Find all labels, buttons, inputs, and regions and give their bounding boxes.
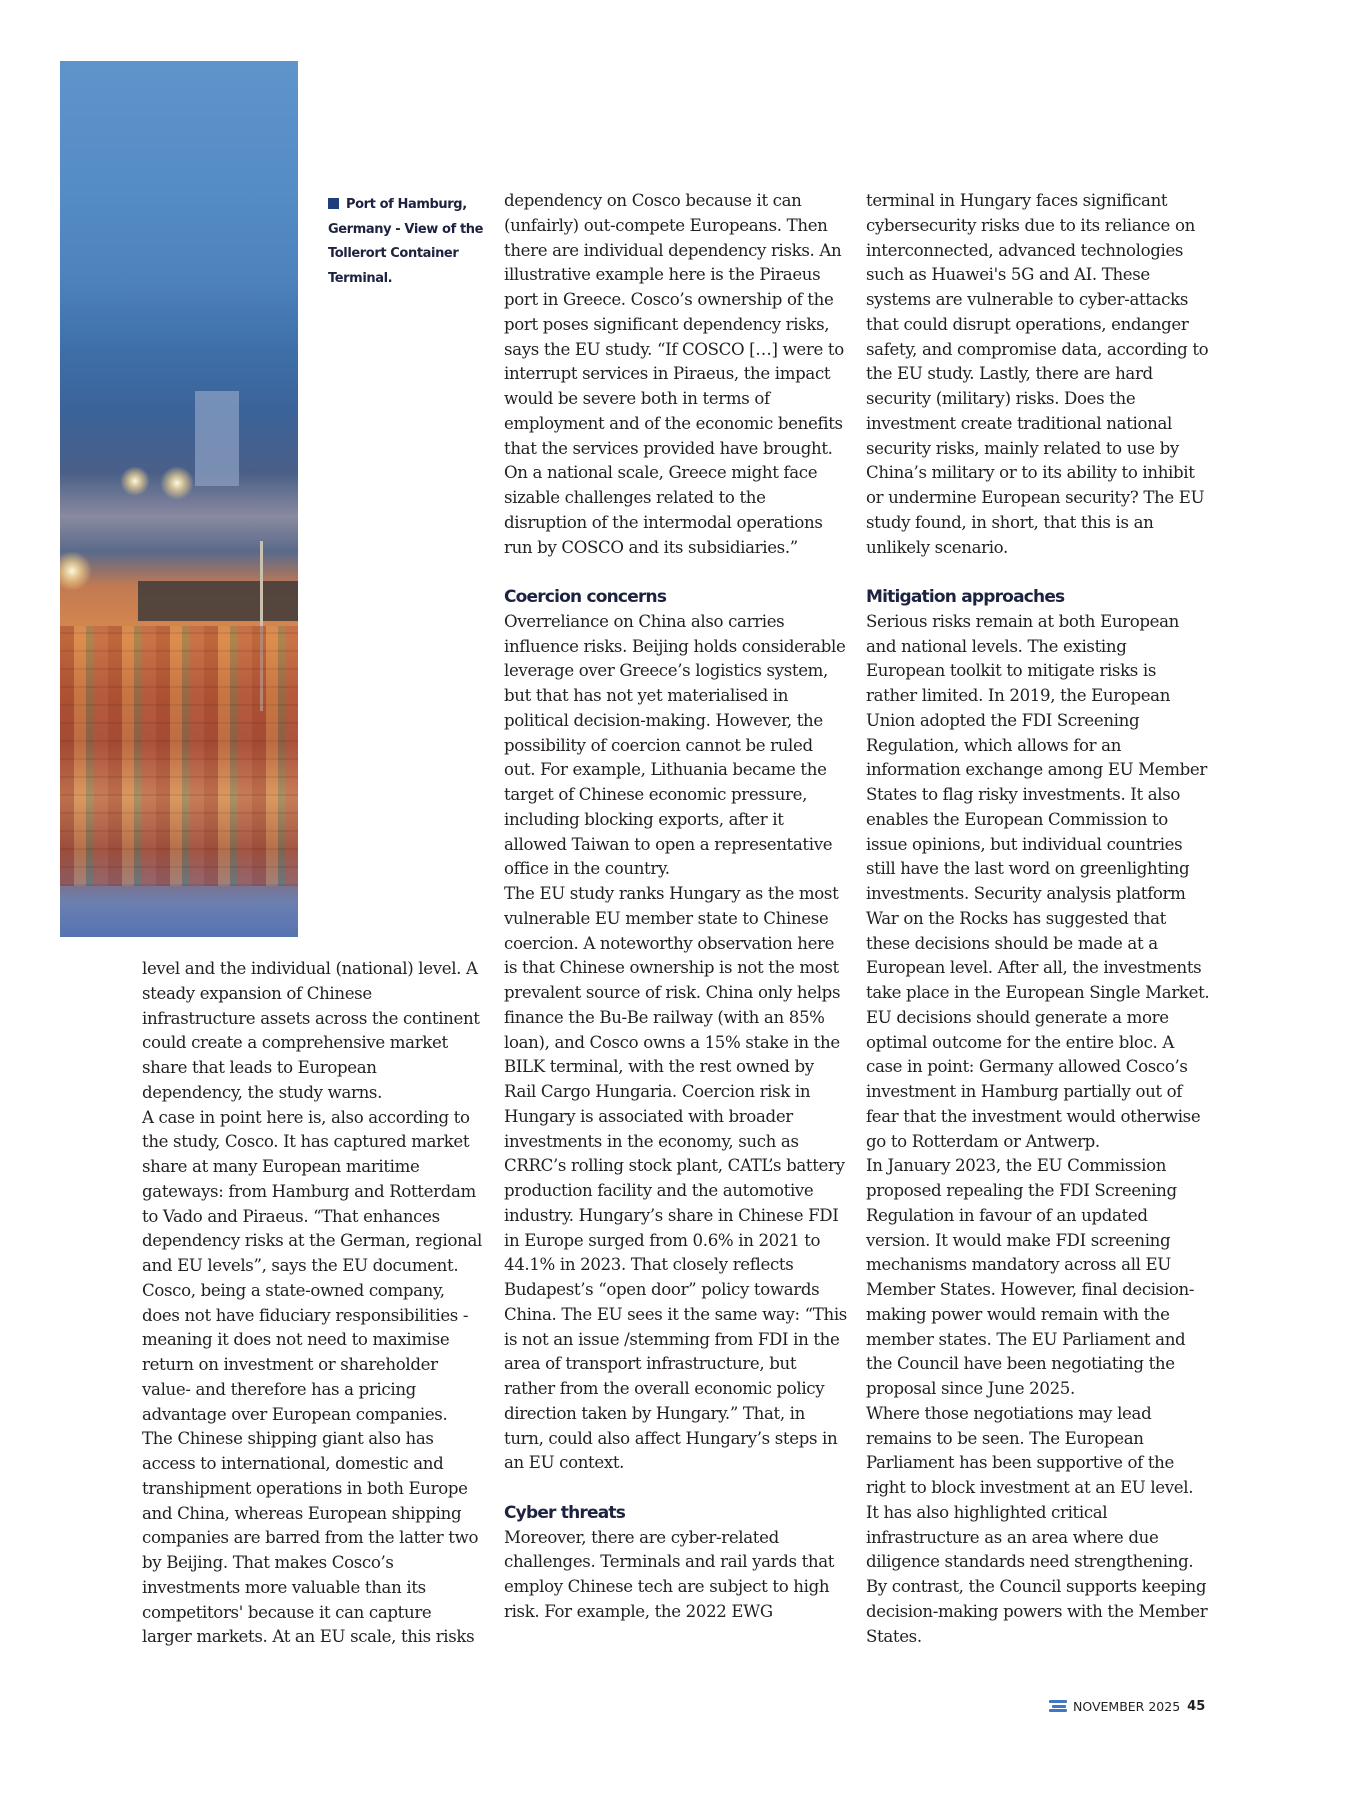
photo-light (60, 551, 92, 591)
section-heading-mitigation: Mitigation approaches (866, 587, 1065, 607)
paragraph: The Chinese shipping giant also has access to international, domestic and transhipment operations in both Europe and China, whereas European shipping companies are barred from the latter two by Beijing. That makes Cosco’s investments more valuable than its competitors' because it can capture larger markets. At an EU scale, this risks (142, 1429, 479, 1647)
article-column-3 (866, 189, 1210, 1649)
photo-containers (60, 626, 298, 886)
paragraph: terminal in Hungary faces significant cybersecurity risks due to its reliance on interconnected, advanced technologies such as Huawei's 5G and AI. These systems are vulnerable to cyber-attacks that could disrupt operations, endanger safety, and compromise data, according to the EU study. Lastly, there are hard security (military) risks. Does the investment create traditional national security risks, mainly related to use by China’s military or to its ability to inhibit or undermine European security? The EU study found, in short, that this is an unlikely scenario. (866, 191, 1209, 557)
section-heading-cyber: Cyber threats (504, 1502, 626, 1523)
photo-building (195, 391, 239, 486)
paragraph: In January 2023, the EU Commission proposed repealing the FDI Screening Regulation in favour of an updated version. It would make FDI screening mechanisms mandatory across all EU Member States. However, final decision-making power would remain with the member states. The EU Parliament and the Council have been negotiating the proposal since June 2025. (866, 1156, 1195, 1398)
section-heading-coercion: Coercion concerns (504, 587, 667, 607)
magazine-logo-icon (1049, 1700, 1069, 1712)
page-number: 45 (1187, 1698, 1206, 1714)
paragraph: Moreover, there are cyber-related challenges. Terminals and rail yards that employ Chinese tech are subject to high risk. For example, the 2022 EWG (504, 1527, 835, 1621)
port-photo (60, 61, 298, 937)
issue-date: NOVEMBER 2025 (1073, 1698, 1181, 1714)
caption-text: Port of Hamburg, Germany - View of the Tollerort Container Terminal. (328, 197, 484, 286)
photo-light (160, 466, 194, 500)
paragraph: level and the individual (national) level. A steady expansion of Chinese infrastructure assets across the continent could create a comprehensive market share that leads to European dependency, the study warns. (142, 959, 480, 1102)
article-column-2 (504, 189, 848, 1625)
paragraph: Where those negotiations may lead remains to be seen. The European Parliament has been supportive of the right to block investment at an EU level. It has also highlighted critical infrastructure as an area where due diligence standards need strengthening. By contrast, the Council supports keeping decision-making powers with the Member States. (866, 1403, 1208, 1646)
paragraph: dependency on Cosco because it can (unfairly) out-compete Europeans. Then there are individual dependency risks. An illustrative example here is the Piraeus port in Greece. Cosco’s ownership of the port poses significant dependency risks, says the EU study. “If COSCO […] were to interrupt services in Piraeus, the impact would be severe both in terms of employment and of the economic benefits that the services provided have brought. On a national scale, Greece might face sizable challenges related to the disruption of the intermodal operations run by COSCO and its subsidiaries.” (504, 191, 844, 557)
article-column-1 (142, 957, 482, 1650)
paragraph: Overreliance on China also carries influence risks. Beijing holds considerable leverage over Greece’s logistics system, but that has not yet materialised in political decision-making. However, the possibility of coercion cannot be ruled out. For example, Lithuania became the target of Chinese economic pressure, including blocking exports, after it allowed Taiwan to open a representative office in the country. (504, 611, 846, 879)
page-footer (1049, 1696, 1205, 1716)
photo-warehouse (138, 581, 298, 621)
paragraph: A case in point here is, also according to the study, Cosco. It has captured market share at many European maritime gateways: from Hamburg and Rotterdam to Vado and Piraeus. “That enhances dependency risks at the German, regional and EU levels”, says the EU document. Cosco, being a state-owned company, does not have fiduciary responsibilities - meaning it does not need to maximise return on investment or shareholder value- and therefore has a pricing advantage over European companies. (142, 1107, 482, 1424)
photo-caption (328, 193, 488, 291)
caption-marker-icon (328, 198, 339, 209)
paragraph: Serious risks remain at both European and national levels. The existing European toolkit to mitigate risks is rather limited. In 2019, the European Union adopted the FDI Screening Regulation, which allows for an information exchange among EU Member States to flag risky investments. It also enables the European Commission to issue opinions, but individual countries still have the last word on greenlighting investments. Security analysis platform War on the Rocks has suggested that these decisions should be made at a European level. After all, the investments take place in the European Single Market. EU decisions should generate a more optimal outcome for the entire bloc. A case in point: Germany allowed Cosco’s investment in Hamburg partially out of fear that the investment would otherwise go to Rotterdam or Antwerp. (866, 611, 1210, 1151)
photo-light (120, 466, 150, 496)
paragraph: The EU study ranks Hungary as the most vulnerable EU member state to Chinese coercion. A noteworthy observation here is that Chinese ownership is not the most prevalent source of risk. China only helps finance the Bu-Be railway (with an 85% loan), and Cosco owns a 15% stake in the BILK terminal, with the rest owned by Rail Cargo Hungaria. Coercion risk in Hungary is associated with broader investments in the economy, such as CRRC’s rolling stock plant, CATL’s battery production facility and the automotive industry. Hungary’s share in Chinese FDI in Europe surged from 0.6% in 2021 to 44.1% in 2023. That closely reflects Budapest’s “open door” policy towards China. The EU sees it the same way: “This is not an issue /stemming from FDI in the area of transport infrastructure, but rather from the overall economic policy direction taken by Hungary.” That, in turn, could also affect Hungary’s steps in an EU context. (504, 884, 847, 1473)
